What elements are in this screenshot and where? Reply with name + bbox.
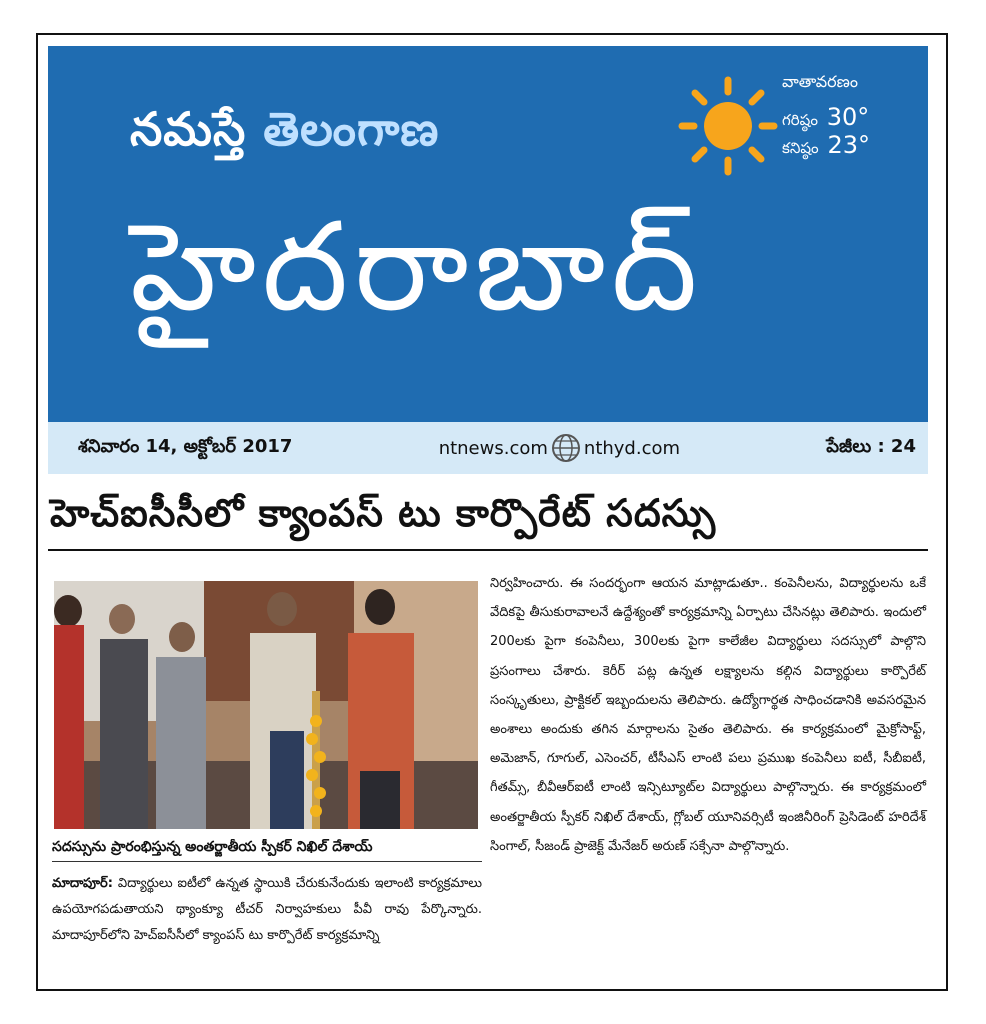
city-title: హైదరాబాద్: [130, 196, 704, 338]
article-right-column: [490, 569, 926, 861]
weather-max-label: గరిష్ఠం: [782, 111, 818, 129]
brand-part1: నమస్తే: [130, 102, 247, 156]
left-paragraph: [52, 871, 482, 949]
weather-min-value: 23°: [827, 131, 870, 159]
site-left: ntnews.com: [438, 437, 548, 459]
brand-part2: తెలంగాణ: [263, 102, 440, 156]
weather-min-label: కనిష్ఠం: [782, 139, 819, 157]
photo-caption: సదస్సును ప్రారంభిస్తున్న అంతర్జాతీయ స్పీకర్ నిఖిల్ దేశాయ్: [52, 839, 482, 862]
headline-rule: [48, 549, 928, 551]
site-right: nthyd.com: [583, 437, 681, 459]
event-photo: [54, 581, 478, 829]
sun-icon: [678, 76, 778, 176]
right-paragraph: నిర్వహించారు. ఈ సందర్భంగా ఆయన మాట్లాడుతూ.. కంపెనీలను, విద్యార్థులను ఒకే వేదికపై తీసుకురావాలనే ఉద్దేశ్యంతో కార్యక్రమాన్ని ఏర్పాటు చేసినట్లు తెలిపారు. ఇందులో 200లకు పైగా కంపెనీలు, 300లకు పైగా కాలేజీల విద్యార్థులు సదస్సులో పాల్గొని ప్రసంగాలు చేశారు. కెరీర్ పట్ల ఉన్నత లక్ష్యాలను కల్గిన విద్యార్థులు కార్పొరేట్ సంస్కృతులు, ప్రాక్టికల్ ఇబ్బందులను తెలిపారు. ఉద్యోగార్థత సాధించడానికి అవసరమైన అంశాలు అందుకు తగిన మార్గాలను సైతం తెలిపారు. ఈ కార్యక్రమంలో మైక్రోసాఫ్ట్, అమెజాన్, గూగుల్, ఎసెంచర్, టీసీఎస్ లాంటి పలు ప్రముఖ కంపెనీలు ఐటీ, సీబీఐటీ, గీతమ్స్, బీవీఆర్ఐటీ లాంటి ఇన్సిట్యూట్‌ల విద్యార్థులు పాల్గొన్నారు. ఈ కార్యక్రమంలో అంతర్జాతీయ స్పీకర్ నిఖిల్ దేశాయ్, గ్లోబల్ యూనివర్సిటీ ఇంజినీరింగ్ ప్రెసిడెంట్ హరిదేశ్ సింగాల్, సీజండ్ ప్రాజెక్ట్ మేనేజర్ అరుణ్ సక్సేనా పాల్గొన్నారు.: [490, 576, 926, 854]
weather-title: వాతావరణం: [782, 72, 858, 91]
article-left-column: [52, 871, 482, 949]
weather-max-value: 30°: [826, 103, 870, 131]
article-headline: హెచ్ఐసీసీలో క్యాంపస్ టు కార్పొరేట్ సదస్సు: [50, 491, 717, 535]
issue-date: శనివారం 14, అక్టోబర్ 2017: [78, 435, 293, 457]
masthead: [48, 46, 928, 422]
globe-icon: [550, 432, 582, 464]
dateline-bar: [48, 422, 928, 474]
newspaper-clipping: [36, 33, 948, 991]
dateline-place: మాదాపూర్:: [52, 876, 113, 891]
weather-max: [782, 103, 870, 131]
page-count: పేజీలు : 24: [826, 435, 916, 457]
weather-min: [782, 131, 870, 159]
weather-panel: [782, 72, 870, 159]
brand-logo: [130, 102, 440, 156]
left-text: విద్యార్థులు ఐటీలో ఉన్నత స్థాయికి చేరుకునేందుకు ఇలాంటి కార్యక్రమాలు ఉపయోగపడుతాయని థ్యాంక్యూ టీచర్ నిర్వాహకులు పీవీ రావు పేర్కొన్నారు. మాదాపూర్‌లోని హెచ్ఐసీసీలో క్యాంపస్ టు కార్పొరేట్ కార్యక్రమాన్ని: [52, 876, 482, 943]
website-links: [439, 432, 680, 464]
